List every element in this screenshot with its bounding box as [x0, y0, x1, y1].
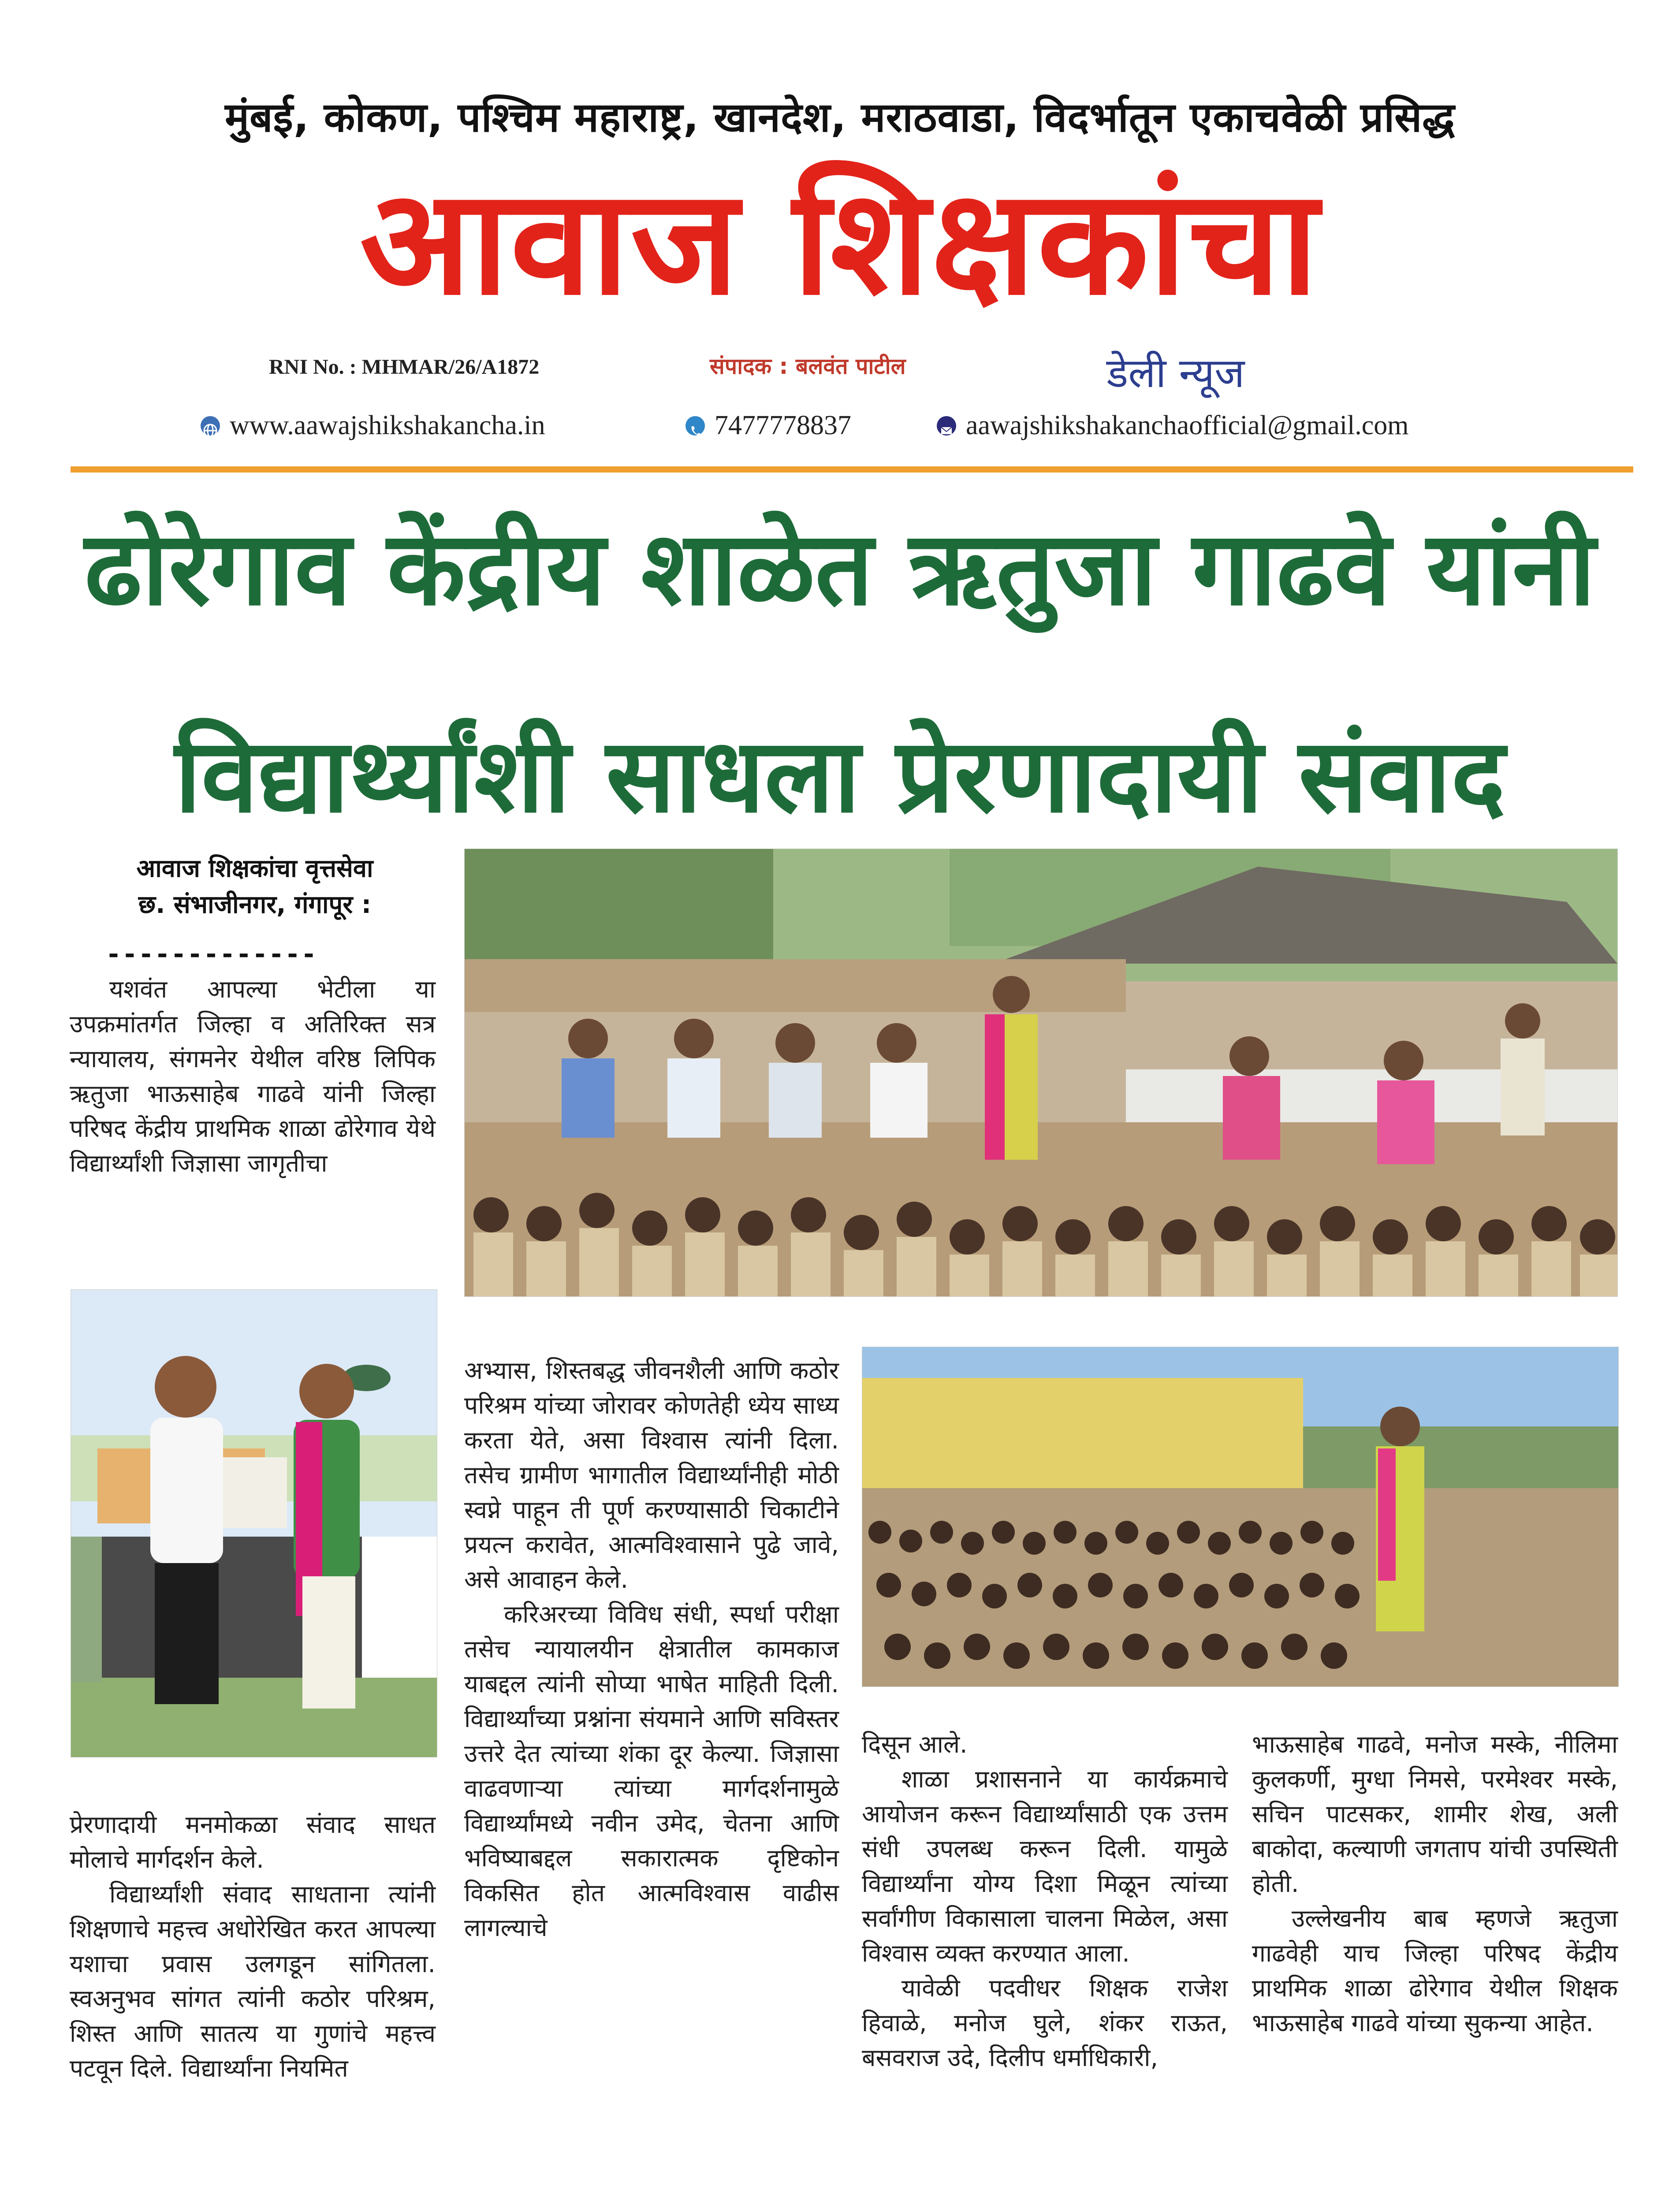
- header-divider: [71, 466, 1633, 473]
- article-column-1-bottom: [70, 1807, 436, 2086]
- paragraph: करिअरच्या विविध संधी, स्पर्धा परीक्षा तसेच न्यायालयीन क्षेत्रातील कामकाज याबद्दल त्यांनी सोप्या भाषेत माहिती दिली. विद्यार्थ्यांच्या प्रश्नांना संयमाने आणि सविस्तर उत्तरे देत त्यांच्या शंका दूर केल्या. जिज्ञासा वाढवणाऱ्या त्यांच्या मार्गदर्शनामुळे विद्यार्थ्यांमध्ये नवीन उमेद, चेतना आणि भविष्याबद्दल सकारात्मक दृष्टिकोन विकसित होत आत्मविश्वास वाढीस लागल्याचे: [464, 1600, 839, 1942]
- headline-line-1: ढोरेगाव केंद्रीय शाळेत ऋतुजा गाढवे यांनी: [84, 509, 1596, 628]
- paragraph: शाळा प्रशासनाने या कार्यक्रमाचे आयोजन करून विद्यार्थ्यांसाठी एक उत्तम संधी उपलब्ध करून दिली. यामुळे विद्यार्थ्यांना योग्य दिशा मिळून त्यांच्या सर्वांगीण विकासाला चालना मिळेल, असा विश्वास व्यक्त करण्यात आला.: [862, 1765, 1228, 1967]
- news-place: छ. संभाजीनगर, गंगापूर :: [138, 890, 372, 919]
- email-icon: [937, 416, 956, 436]
- article-column-2: [464, 1353, 839, 1945]
- article-column-4: [1252, 1727, 1618, 2040]
- phone-text[interactable]: 7477778837: [715, 410, 851, 440]
- news-source: आवाज शिक्षकांचा वृत्तसेवा: [136, 854, 373, 883]
- masthead-tagline: मुंबई, कोकण, पश्चिम महाराष्ट्र, खानदेश, मराठवाडा, विदर्भातून एकाचवेळी प्रसिद्ध: [225, 94, 1455, 141]
- paragraph: यशवंत आपल्या भेटीला या उपक्रमांतर्गत जिल्हा व अतिरिक्त सत्र न्यायालय, संगमनेर येथील वरिष्ठ लिपिक ऋतुजा भाऊसाहेब गाढवे यांनी जिल्हा परिषद केंद्रीय प्राथमिक शाळा ढोरेगाव येथे विद्यार्थ्यांशी जिज्ञासा जागृतीचा: [70, 975, 436, 1177]
- article-column-1-top: [70, 972, 436, 1181]
- paragraph: दिसून आले.: [862, 1730, 968, 1758]
- article-column-3: [862, 1727, 1228, 2075]
- website-text[interactable]: www.aawajshikshakancha.in: [230, 410, 545, 440]
- paragraph: विद्यार्थ्यांशी संवाद साधताना त्यांनी शिक्षणाचे महत्त्व अधोरेखित करत आपल्या यशाचा प्रवास उलगडून सांगितला. स्वअनुभव सांगत त्यांनी कठोर परिश्रम, शिस्त आणि सातत्य या गुणांचे महत्त्व पटवून दिले. विद्यार्थ्यांना नियमित: [70, 1880, 436, 2082]
- paragraph: उल्लेखनीय बाब म्हणजे ऋतुजा गाढवेही याच जिल्हा परिषद केंद्रीय प्राथमिक शाळा ढोरेगाव येथील शिक्षक भाऊसाहेब गाढवे यांच्या सुकन्या आहेत.: [1252, 1904, 1618, 2037]
- globe-icon: [201, 416, 220, 436]
- newspaper-title: आवाज शिक्षकांचा: [360, 158, 1320, 327]
- paragraph: अभ्यास, शिस्तबद्ध जीवनशैली आणि कठोर परिश्रम यांच्या जोरावर कोणतेही ध्येय साध्य करता येते, असा विश्वास त्यांनी दिला. तसेच ग्रामीण भागातील विद्यार्थ्यांनीही मोठी स्वप्ने पाहून ती पूर्ण करण्यासाठी चिकाटीने प्रयत्न करावेत, आत्मविश्वासाने पुढे जावे, असे आवाहन केले.: [464, 1356, 839, 1593]
- photo-outdoor-assembly: [862, 1347, 1619, 1687]
- paragraph: यावेळी पदवीधर शिक्षक राजेश हिवाळे, मनोज घुले, शंकर राऊत, बसवराज उदे, दिलीप धर्माधिकारी,: [862, 1974, 1228, 2072]
- rni-number: RNI No. : MHMAR/26/A1872: [269, 355, 540, 379]
- daily-news-label: डेली न्यूज: [1106, 350, 1245, 397]
- editor-credit: संपादक : बलवंत पाटील: [710, 354, 906, 379]
- dateline-divider: -------------: [106, 939, 317, 969]
- photo-group-discussion: [464, 849, 1618, 1297]
- email-contact[interactable]: [937, 410, 1409, 441]
- email-text[interactable]: aawajshikshakanchaofficial@gmail.com: [966, 410, 1409, 440]
- paragraph: प्रेरणादायी मनमोकळा संवाद साधत मोलाचे मार्गदर्शन केले.: [70, 1810, 436, 1873]
- dateline: [74, 851, 436, 923]
- headline-line-2: विद्यार्थ्यांशी साधला प्रेरणादायी संवाद: [175, 716, 1505, 835]
- phone-icon: [685, 416, 705, 436]
- phone-contact[interactable]: [685, 410, 851, 441]
- paragraph: भाऊसाहेब गाढवे, मनोज मस्के, नीलिमा कुलकर्णी, मुग्धा निमसे, परमेश्वर मस्के, सचिन पाटसकर, शामीर शेख, अली बाकोदा, कल्याणी जगताप यांची उपस्थिती होती.: [1252, 1730, 1618, 1898]
- photo-portrait: [71, 1289, 437, 1757]
- website-contact[interactable]: [201, 410, 545, 441]
